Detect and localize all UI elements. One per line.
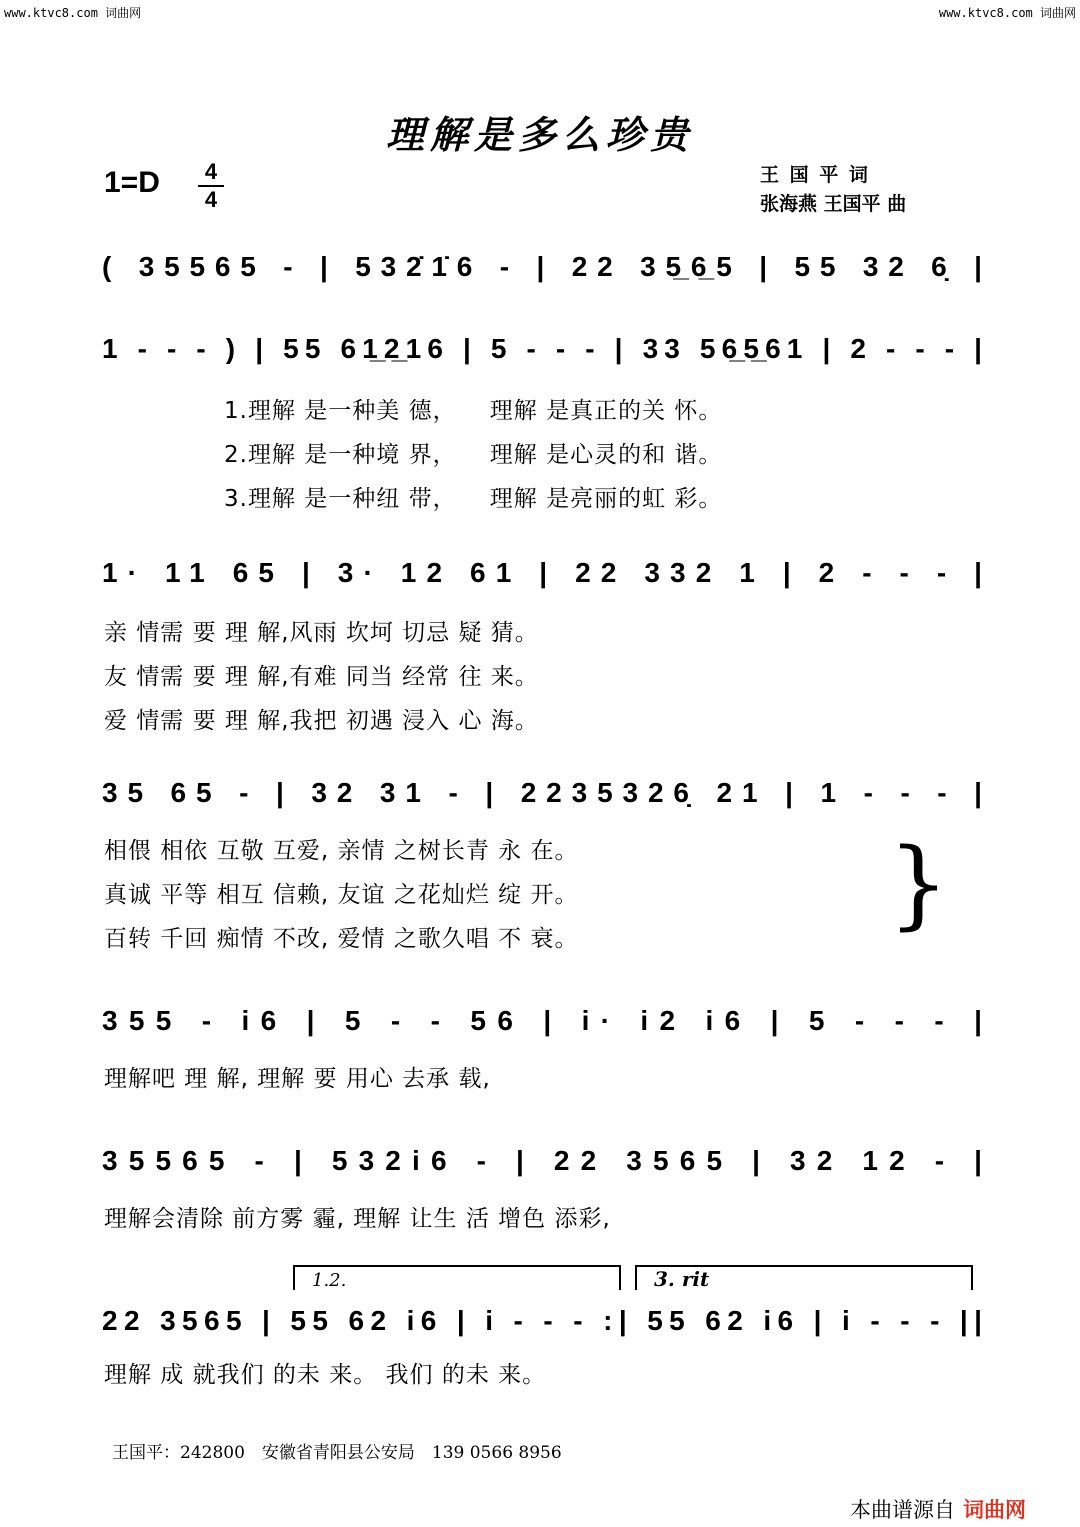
- lyrics-4-verse-3: 百转 千回 痴情 不改, 爱情 之歌久唱 不 衰。: [104, 926, 579, 952]
- lyrics-4-verse-2: 真诚 平等 相互 信赖, 友谊 之花灿烂 绽 开。: [104, 882, 579, 908]
- time-signature-top: 4: [204, 159, 218, 184]
- lyrics-2-verse-1: 1.理解 是一种美 德， 理解 是真正的关 怀。: [224, 398, 723, 424]
- lyrics-6: 理解会清除 前方雾 霾, 理解 让生 活 增色 添彩,: [104, 1206, 611, 1232]
- source-brand: 词曲网: [963, 1498, 1026, 1522]
- volta-2-label: 3. rit: [654, 1267, 710, 1291]
- system-5-notes: 355 - i6 | 5 - - 56 | i· i2 i6 | 5 - - - |: [102, 1005, 982, 1036]
- notation-line-5: [100, 994, 985, 1050]
- notation-line-4: [100, 766, 985, 822]
- notation-line-2: [100, 322, 985, 378]
- system-3-notes: 1· 11 65 | 3· 12 61 | 22 332 1 | 2 - - - |: [102, 557, 982, 588]
- notation-line-6: [100, 1134, 985, 1190]
- time-signature: [196, 160, 226, 212]
- notation-line-7: [100, 1294, 985, 1350]
- notation-line-1: [100, 240, 985, 296]
- lyrics-3-verse-3: 爱 情需 要 理 解,我把 初遇 浸入 心 海。: [104, 708, 539, 734]
- notation-line-7-svg: [100, 1294, 985, 1350]
- key-signature: 1=D: [104, 166, 160, 199]
- lyrics-7: 理解 成 就我们 的未 来。 我们 的未 来。: [104, 1362, 547, 1388]
- lyrics-2-verse-2: 2.理解 是一种境 界， 理解 是心灵的和 谐。: [224, 442, 723, 468]
- system-1-notes: ( 35565 - | 532̇1̇6 - | 22 35̲6̲5 | 55 32 6̣ |: [102, 251, 982, 282]
- volta-brackets: [290, 1262, 980, 1292]
- system-6-notes: 35565 - | 532i6 - | 22 3565 | 32 12 - |: [102, 1145, 983, 1176]
- time-signature-bottom: 4: [204, 187, 218, 212]
- lyrics-2-verse-3: 3.理解 是一种纽 带， 理解 是亮丽的虹 彩。: [224, 486, 723, 512]
- system-4-notes: 35 65 - | 32 31 - | 2235326̣ 21 | 1 - - - |: [102, 777, 983, 808]
- volta-1-label: 1.2.: [312, 1270, 347, 1291]
- notation-line-3-svg: [100, 546, 985, 602]
- notation-line-5-svg: [100, 994, 985, 1050]
- site-watermark-left: www.ktvc8.com 词曲网: [4, 6, 142, 20]
- lyrics-3-verse-2: 友 情需 要 理 解,有难 同当 经常 往 来。: [104, 664, 539, 690]
- notation-line-2-svg: [100, 322, 985, 378]
- lyrics-3-verse-1: 亲 情需 要 理 解,风雨 坎坷 切忌 疑 猜。: [104, 620, 539, 646]
- lyricist-credit: 王 国 平 词: [760, 164, 870, 186]
- contact-footer: 王国平：242800 安徽省青阳县公安局 139 0566 8956: [112, 1443, 562, 1463]
- repeat-brace: }: [888, 828, 950, 940]
- source-credit: [850, 1494, 1026, 1524]
- notation-line-6-svg: [100, 1134, 985, 1190]
- song-title: 理解是多么珍贵: [385, 112, 694, 157]
- lyrics-5: 理解吧 理 解, 理解 要 用心 去承 载,: [104, 1066, 491, 1092]
- notation-line-3: [100, 546, 985, 602]
- source-label: 本曲谱源自: [850, 1498, 955, 1522]
- site-watermark-right: www.ktvc8.com 词曲网: [938, 6, 1076, 20]
- notation-line-4-svg: [100, 766, 985, 822]
- system-2-notes: 1 - - - ) | 55 61̲2̲16 | 5 - - - | 33 56̲5̲61 | 2 - - - |: [102, 333, 982, 364]
- lyrics-4-verse-1: 相偎 相依 互敬 互爱, 亲情 之树长青 永 在。: [104, 838, 579, 864]
- notation-line-1-svg: [100, 240, 985, 296]
- composer-credit: 张海燕 王国平 曲: [760, 193, 907, 215]
- system-7-notes: 22 3565 | 55 62 i6 | i - - - :| 55 62 i6 | i - - - ||: [102, 1305, 982, 1336]
